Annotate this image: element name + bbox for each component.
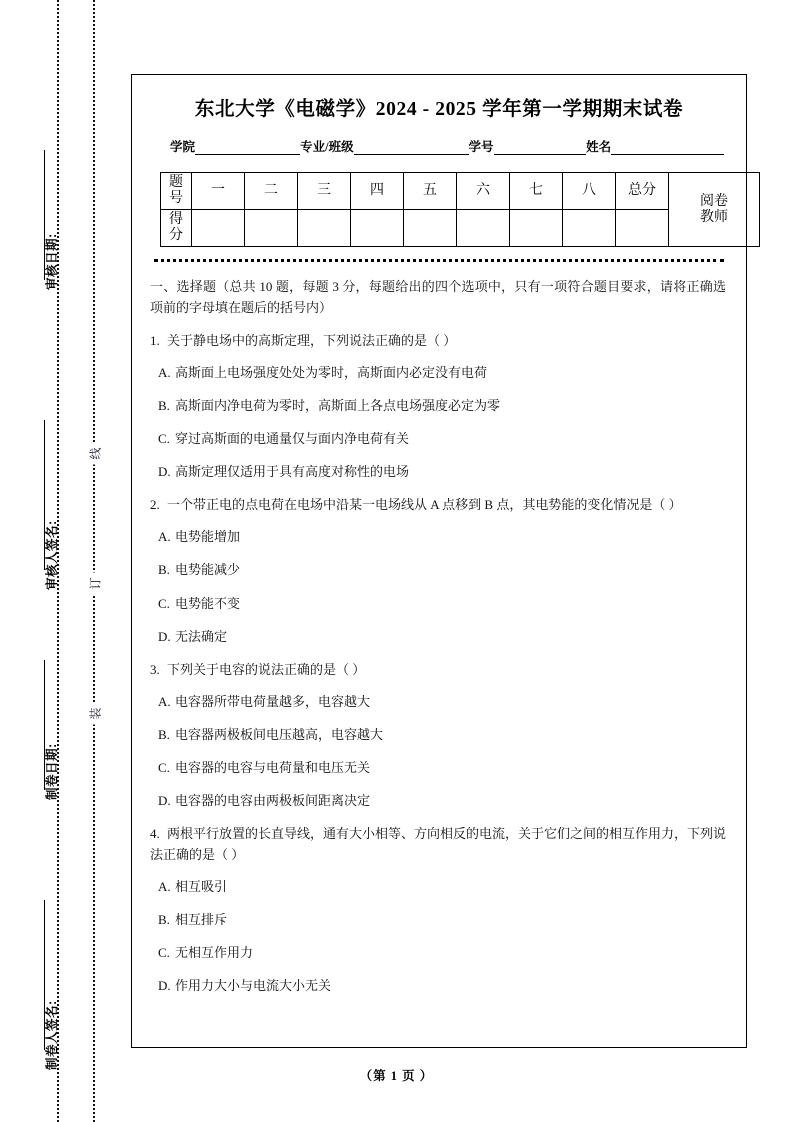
q4-opt-c-text: 无相互作用力: [175, 945, 254, 961]
score-cell-4[interactable]: [351, 210, 404, 247]
question-1-stem: [150, 331, 726, 352]
q4-opt-d-text: 作用力大小与电流大小无关: [175, 978, 332, 994]
score-col-grading-teacher[interactable]: [669, 173, 760, 247]
q4-opt-b-text: 相互排斥: [175, 911, 228, 927]
question-4-option-c[interactable]: [158, 943, 726, 963]
question-1-option-c[interactable]: [158, 429, 726, 449]
question-2-text: 一个带正电的点电荷在电场中沿某一电场线从 A 点移到 B 点，其电势能的变化情况是（ ）: [167, 497, 682, 513]
score-col-7: 七: [510, 173, 563, 210]
question-3-text: 下列关于电容的说法正确的是（ ）: [167, 661, 366, 677]
q3-opt-c-text: 电容器的电容与电荷量和电压无关: [175, 759, 371, 775]
question-3-number: 3.: [150, 661, 160, 677]
outer-dotted-line: [57, 0, 59, 1122]
q2-opt-d-letter: D.: [158, 628, 171, 644]
q4-opt-b-letter: B.: [158, 911, 170, 927]
teacher-label-line2: 教师: [700, 209, 728, 225]
question-3-option-d[interactable]: [158, 791, 726, 811]
score-col-6: 六: [457, 173, 510, 210]
score-col-3: 三: [298, 173, 351, 210]
info-input-college[interactable]: [195, 140, 300, 155]
q1-opt-d-letter: D.: [158, 464, 171, 480]
question-1-option-d[interactable]: [158, 462, 726, 482]
header-q-line2: 号: [169, 191, 183, 206]
exam-paper-frame: [131, 74, 747, 1048]
score-col-2: 二: [245, 173, 298, 210]
score-table-wrapper: [148, 172, 730, 247]
q2-opt-a-text: 电势能增加: [175, 529, 241, 545]
q2-opt-d-text: 无法确定: [175, 628, 228, 644]
score-cell-5[interactable]: [404, 210, 457, 247]
teacher-label-line1: 阅卷: [700, 193, 728, 209]
q2-opt-c-text: 电势能不变: [175, 595, 241, 611]
q3-opt-b-letter: B.: [158, 726, 170, 742]
question-1-text: 关于静电场中的高斯定理，下列说法正确的是（ ）: [167, 333, 457, 349]
q4-opt-a-letter: A.: [158, 878, 171, 894]
table-row-question-numbers: [161, 173, 760, 210]
margin-label-review-date: 审核日期:: [45, 233, 59, 290]
questions-container: [148, 276, 730, 996]
q1-opt-a-letter: A.: [158, 364, 171, 380]
question-4-option-d[interactable]: [158, 976, 726, 996]
question-1-option-a[interactable]: [158, 363, 726, 383]
header-s-line1: 得: [169, 212, 183, 228]
score-table-header-score: [161, 210, 192, 247]
score-cell-3[interactable]: [298, 210, 351, 247]
q4-opt-d-letter: D.: [158, 978, 171, 994]
info-label-name: 姓名: [586, 140, 612, 154]
info-input-name[interactable]: [611, 140, 724, 155]
q3-opt-d-letter: D.: [158, 793, 171, 809]
q1-opt-a-text: 高斯面上电场强度处处为零时，高斯面内必定没有电荷: [175, 364, 488, 380]
exam-paper-content: [132, 75, 746, 1047]
q2-opt-a-letter: A.: [158, 529, 171, 545]
question-3-option-b[interactable]: [158, 725, 726, 745]
q2-opt-c-letter: C.: [158, 595, 170, 611]
q4-opt-a-text: 相互吸引: [175, 878, 228, 894]
q3-opt-b-text: 电容器两极板间电压越高，电容越大: [175, 726, 384, 742]
score-cell-7[interactable]: [510, 210, 563, 247]
seal-char-line: 线: [84, 443, 107, 465]
header-s-line2: 分: [169, 228, 183, 243]
margin-label-reviewer-signature: 审核人签名:: [45, 520, 59, 590]
question-2-option-b[interactable]: [158, 560, 726, 580]
q1-opt-c-text: 穿过高斯面的电通量仅与面内净电荷有关: [175, 431, 410, 447]
question-1: [150, 331, 726, 482]
score-col-8: 八: [563, 173, 616, 210]
score-col-1: 一: [192, 173, 245, 210]
page-footer: （第 1 页 ）: [359, 1069, 434, 1083]
q3-opt-d-text: 电容器的电容由两极板间距离决定: [175, 793, 371, 809]
q2-opt-b-letter: B.: [158, 562, 170, 578]
q4-opt-c-letter: C.: [158, 945, 170, 961]
margin-label-producer-signature: 制卷人签名:: [45, 1000, 59, 1070]
question-3-option-a[interactable]: [158, 692, 726, 712]
q1-opt-b-letter: B.: [158, 398, 170, 414]
question-2: [150, 495, 726, 646]
question-3: [150, 660, 726, 811]
q1-opt-b-text: 高斯面内净电荷为零时，高斯面上各点电场强度必定为零: [175, 398, 501, 414]
score-col-4: 四: [351, 173, 404, 210]
q2-opt-b-text: 电势能减少: [175, 562, 241, 578]
question-1-option-b[interactable]: [158, 396, 726, 416]
info-input-student-id[interactable]: [494, 140, 587, 155]
sealing-dotted-line: [88, 0, 103, 1122]
q3-opt-c-letter: C.: [158, 759, 170, 775]
q3-opt-a-letter: A.: [158, 693, 171, 709]
left-binding-margin: [0, 0, 131, 1122]
header-q-line1: 题: [169, 175, 183, 191]
page-title: 东北大学《电磁学》2024 - 2025 学年第一学期期末试卷: [194, 99, 684, 120]
score-cell-6[interactable]: [457, 210, 510, 247]
question-4-stem: [150, 824, 726, 866]
seal-char-ding: 订: [84, 573, 107, 595]
question-2-option-c[interactable]: [158, 594, 726, 614]
score-col-5: 五: [404, 173, 457, 210]
question-3-stem: [150, 660, 726, 681]
q1-opt-c-letter: C.: [158, 431, 170, 447]
score-col-total: 总分: [616, 173, 669, 210]
info-input-major-class[interactable]: [354, 140, 469, 155]
info-label-student-id: 学号: [468, 140, 494, 154]
q1-opt-d-text: 高斯定理仅适用于具有高度对称性的电场: [175, 464, 410, 480]
score-cell-1[interactable]: [192, 210, 245, 247]
margin-label-production-date: 制卷日期:: [45, 743, 59, 800]
section-divider: [154, 259, 724, 262]
info-label-college: 学院: [170, 140, 196, 154]
question-4-text: 两根平行放置的长直导线，通有大小相等、方向相反的电流，关于它们之间的相互作用力，下列说法正确的是（ ）: [150, 826, 727, 862]
score-table-header-question: [161, 173, 192, 210]
question-2-option-a[interactable]: [158, 527, 726, 547]
section-heading: 一、选择题（总共 10 题，每题 3 分，每题给出的四个选项中，只有一项符合题目要求，请将正确选项前的字母填在题后的括号内）: [150, 279, 726, 316]
question-2-stem: [150, 495, 726, 516]
score-cell-total[interactable]: [616, 210, 669, 247]
q3-opt-a-text: 电容器所带电荷量越多，电容越大: [175, 693, 371, 709]
score-cell-2[interactable]: [245, 210, 298, 247]
question-4: [150, 824, 726, 996]
question-4-option-a[interactable]: [158, 877, 726, 897]
question-4-option-b[interactable]: [158, 910, 726, 930]
seal-char-zhuang: 装: [84, 703, 107, 725]
student-info-row: [148, 137, 730, 155]
question-3-option-c[interactable]: [158, 758, 726, 778]
question-4-number: 4.: [150, 826, 160, 842]
question-2-number: 2.: [150, 497, 160, 513]
question-1-number: 1.: [150, 333, 160, 349]
question-2-option-d[interactable]: [158, 627, 726, 647]
info-label-major-class: 专业/班级: [300, 140, 354, 154]
score-table: [160, 172, 760, 247]
score-cell-8[interactable]: [563, 210, 616, 247]
